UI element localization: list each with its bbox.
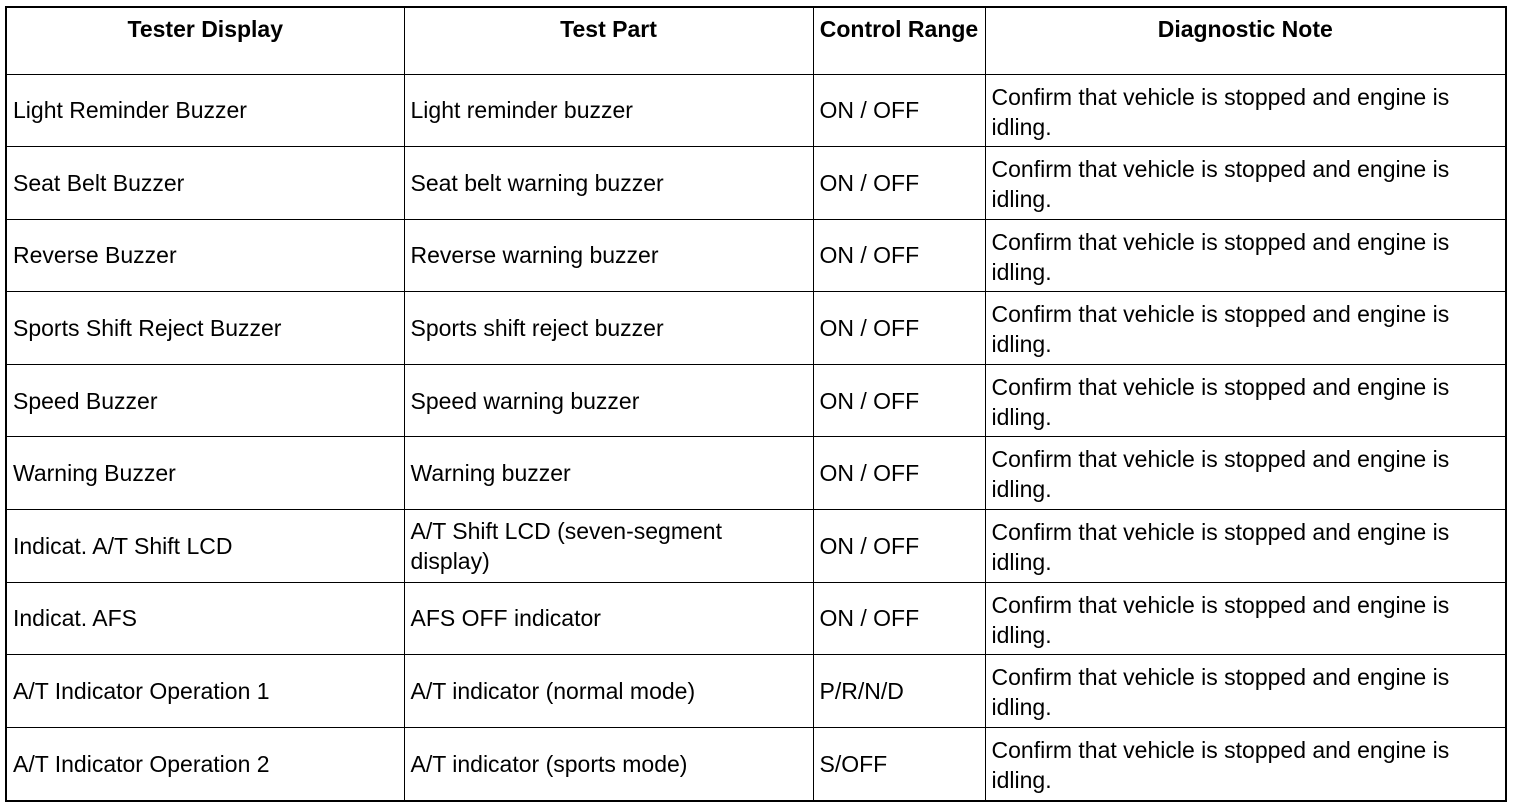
- cell-diagnostic-note: Confirm that vehicle is stopped and engine is idling.: [985, 655, 1505, 728]
- table-row: [7, 510, 1505, 583]
- header-control-range: Control Range: [813, 8, 985, 74]
- cell-control-range: ON / OFF: [813, 582, 985, 655]
- cell-tester-display: Speed Buzzer: [7, 364, 404, 437]
- table-row: [7, 74, 1505, 147]
- cell-tester-display: Sports Shift Reject Buzzer: [7, 292, 404, 365]
- cell-test-part: A/T indicator (sports mode): [404, 727, 813, 800]
- cell-test-part: AFS OFF indicator: [404, 582, 813, 655]
- cell-control-range: P/R/N/D: [813, 655, 985, 728]
- cell-test-part: Seat belt warning buzzer: [404, 147, 813, 220]
- cell-diagnostic-note: Confirm that vehicle is stopped and engine is idling.: [985, 510, 1505, 583]
- cell-diagnostic-note: Confirm that vehicle is stopped and engine is idling.: [985, 364, 1505, 437]
- cell-diagnostic-note: Confirm that vehicle is stopped and engine is idling.: [985, 147, 1505, 220]
- table-row: [7, 582, 1505, 655]
- cell-control-range: ON / OFF: [813, 364, 985, 437]
- cell-test-part: Sports shift reject buzzer: [404, 292, 813, 365]
- table-row: [7, 147, 1505, 220]
- cell-control-range: ON / OFF: [813, 437, 985, 510]
- cell-tester-display: Light Reminder Buzzer: [7, 74, 404, 147]
- cell-control-range: ON / OFF: [813, 147, 985, 220]
- cell-diagnostic-note: Confirm that vehicle is stopped and engine is idling.: [985, 437, 1505, 510]
- cell-tester-display: Warning Buzzer: [7, 437, 404, 510]
- header-tester-display: Tester Display: [7, 8, 404, 74]
- cell-test-part: Speed warning buzzer: [404, 364, 813, 437]
- cell-control-range: ON / OFF: [813, 219, 985, 292]
- cell-diagnostic-note: Confirm that vehicle is stopped and engine is idling.: [985, 219, 1505, 292]
- table-row: [7, 727, 1505, 800]
- table-row: [7, 437, 1505, 510]
- diagnostic-table-frame: [5, 6, 1507, 802]
- table-row: [7, 292, 1505, 365]
- cell-control-range: S/OFF: [813, 727, 985, 800]
- cell-tester-display: A/T Indicator Operation 1: [7, 655, 404, 728]
- cell-tester-display: Indicat. AFS: [7, 582, 404, 655]
- cell-control-range: ON / OFF: [813, 74, 985, 147]
- cell-control-range: ON / OFF: [813, 510, 985, 583]
- table-row: [7, 219, 1505, 292]
- cell-tester-display: Reverse Buzzer: [7, 219, 404, 292]
- table-row: [7, 364, 1505, 437]
- cell-tester-display: Indicat. A/T Shift LCD: [7, 510, 404, 583]
- table-row: [7, 655, 1505, 728]
- cell-diagnostic-note: Confirm that vehicle is stopped and engine is idling.: [985, 292, 1505, 365]
- cell-tester-display: Seat Belt Buzzer: [7, 147, 404, 220]
- cell-diagnostic-note: Confirm that vehicle is stopped and engine is idling.: [985, 74, 1505, 147]
- diagnostic-table: [7, 8, 1505, 800]
- cell-control-range: ON / OFF: [813, 292, 985, 365]
- cell-test-part: Reverse warning buzzer: [404, 219, 813, 292]
- cell-test-part: A/T indicator (normal mode): [404, 655, 813, 728]
- cell-diagnostic-note: Confirm that vehicle is stopped and engine is idling.: [985, 582, 1505, 655]
- table-header-row: [7, 8, 1505, 74]
- header-diagnostic-note: Diagnostic Note: [985, 8, 1505, 74]
- cell-test-part: Warning buzzer: [404, 437, 813, 510]
- header-test-part: Test Part: [404, 8, 813, 74]
- cell-test-part: A/T Shift LCD (seven-segment display): [404, 510, 813, 583]
- cell-test-part: Light reminder buzzer: [404, 74, 813, 147]
- cell-diagnostic-note: Confirm that vehicle is stopped and engine is idling.: [985, 727, 1505, 800]
- cell-tester-display: A/T Indicator Operation 2: [7, 727, 404, 800]
